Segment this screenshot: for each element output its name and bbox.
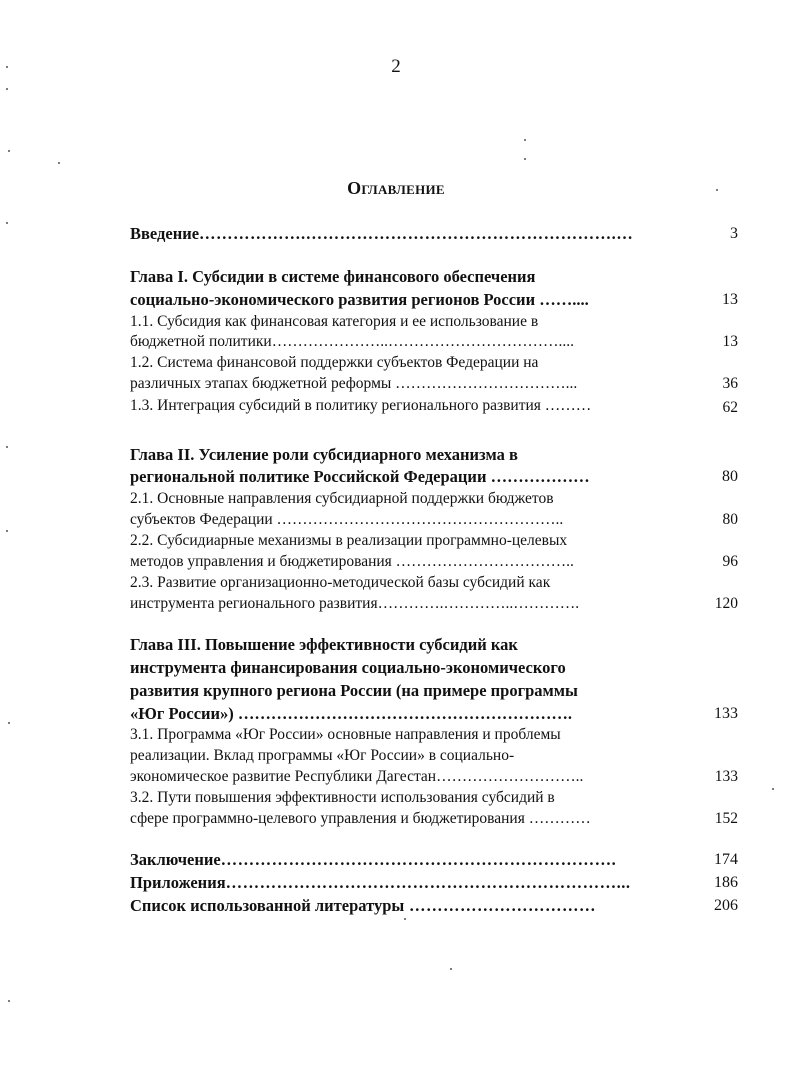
section-2-1-line2: субъектов Федерации ……………………………………………….. (130, 511, 564, 528)
scan-speck (524, 139, 526, 141)
section-2-2-line1: 2.2. Субсидиарные механизмы в реализации программно-целевых (130, 532, 568, 549)
chapter3-title-line3: развития крупного региона России (на примере программы (130, 681, 578, 700)
scan-speck (404, 918, 406, 920)
page-ref-chapter1: 13 (722, 291, 738, 308)
page-ref-appendices: 186 (714, 874, 738, 891)
section-3-1-line1: 3.1. Программа «Юг России» основные направления и проблемы (130, 726, 561, 743)
scan-speck (58, 162, 60, 164)
page-ref-3-2: 152 (714, 810, 738, 827)
section-1-3-line1: 1.3. Интеграция субсидий в политику регионального развития ……… (130, 397, 592, 414)
scan-speck (450, 968, 452, 970)
section-2-1-line1: 2.1. Основные направления субсидиарной поддержки бюджетов (130, 490, 554, 507)
section-3-2-line1: 3.2. Пути повышения эффективности использования субсидий в (130, 789, 555, 806)
section-2-2-line2: методов управления и бюджетирования …………………………….. (130, 553, 574, 570)
page-ref-chapter3: 133 (714, 705, 738, 722)
chapter3-title-line1: Глава III. Повышение эффективности субсидий как (130, 635, 518, 654)
dot-leader: ……………………………………………………………... (225, 873, 631, 892)
section-1-2-line1: 1.2. Система финансовой поддержки субъектов Федерации на (130, 354, 539, 371)
scan-speck (8, 150, 10, 152)
chapter1-title-line1: Глава I. Субсидии в системе финансового обеспечения (130, 267, 536, 286)
entry-text: Список использованной литературы (130, 896, 405, 915)
entry-text: Приложения (130, 873, 226, 892)
chapter2-title-line1: Глава II. Усиление роли субсидиарного механизма в (130, 445, 518, 464)
page-ref-chapter2: 80 (722, 468, 738, 485)
scan-speck (8, 722, 10, 724)
toc-entry-bibliography (130, 896, 690, 916)
toc-entry-introduction (130, 224, 690, 244)
scan-speck (6, 446, 8, 448)
chapter3-title-line4: «Юг России») ……………………………………………………. (130, 704, 573, 723)
section-1-1-line1: 1.1. Субсидия как финансовая категория и ее использование в (130, 313, 539, 330)
chapter1-title-line2: социально-экономического развития регионов России …….... (130, 290, 589, 309)
entry-text: Введение (130, 224, 200, 243)
scan-speck (6, 222, 8, 224)
page-ref-introduction: 3 (730, 225, 738, 242)
section-1-1-line2: бюджетной политики…………………..…………………………….... (130, 333, 574, 350)
scan-speck (6, 88, 8, 90)
page-ref-2-3: 120 (714, 595, 738, 612)
page-ref-1-1: 13 (722, 333, 738, 350)
entry-text: Заключение (130, 850, 221, 869)
section-2-3-line2: инструмента регионального развития………….…………..…………. (130, 595, 580, 612)
scan-speck (772, 788, 774, 790)
chapter2-title-line2: региональной политике Российской Федерации ……………… (130, 467, 590, 486)
page-ref-bibliography: 206 (714, 897, 738, 914)
chapter3-title-line2: инструмента финансирования социально-экономического (130, 658, 566, 677)
section-1-2-line2: различных этапах бюджетной реформы ……………………………... (130, 375, 578, 392)
section-3-2-line2: сфере программно-целевого управления и бюджетирования ………… (130, 810, 591, 827)
toc-entry-appendices (130, 873, 690, 893)
page-ref-2-2: 96 (722, 553, 738, 570)
dot-leader: ……………………………………………………………. (220, 850, 617, 869)
scan-speck (716, 189, 718, 191)
page-ref-3-1: 133 (714, 768, 738, 785)
section-3-1-line2: реализации. Вклад программы «Юг России» в социально- (130, 747, 515, 764)
page-ref-1-3: 62 (722, 399, 738, 416)
scan-speck (6, 530, 8, 532)
scan-speck (524, 158, 526, 160)
page-number: 2 (391, 56, 401, 77)
page-ref-2-1: 80 (722, 511, 738, 528)
dot-leader: ……………….……………………………………………….… (199, 224, 634, 243)
page-ref-conclusion: 174 (714, 851, 738, 868)
scan-speck (8, 1000, 10, 1002)
toc-title: Оглавление (347, 178, 445, 198)
page-ref-1-2: 36 (722, 375, 738, 392)
scan-speck (6, 66, 8, 68)
section-2-3-line1: 2.3. Развитие организационно-методической базы субсидий как (130, 574, 551, 591)
section-3-1-line3: экономическое развитие Республики Дагестан……………………….. (130, 768, 584, 785)
dot-leader: …………………………… (404, 896, 596, 915)
toc-entry-conclusion (130, 850, 690, 870)
